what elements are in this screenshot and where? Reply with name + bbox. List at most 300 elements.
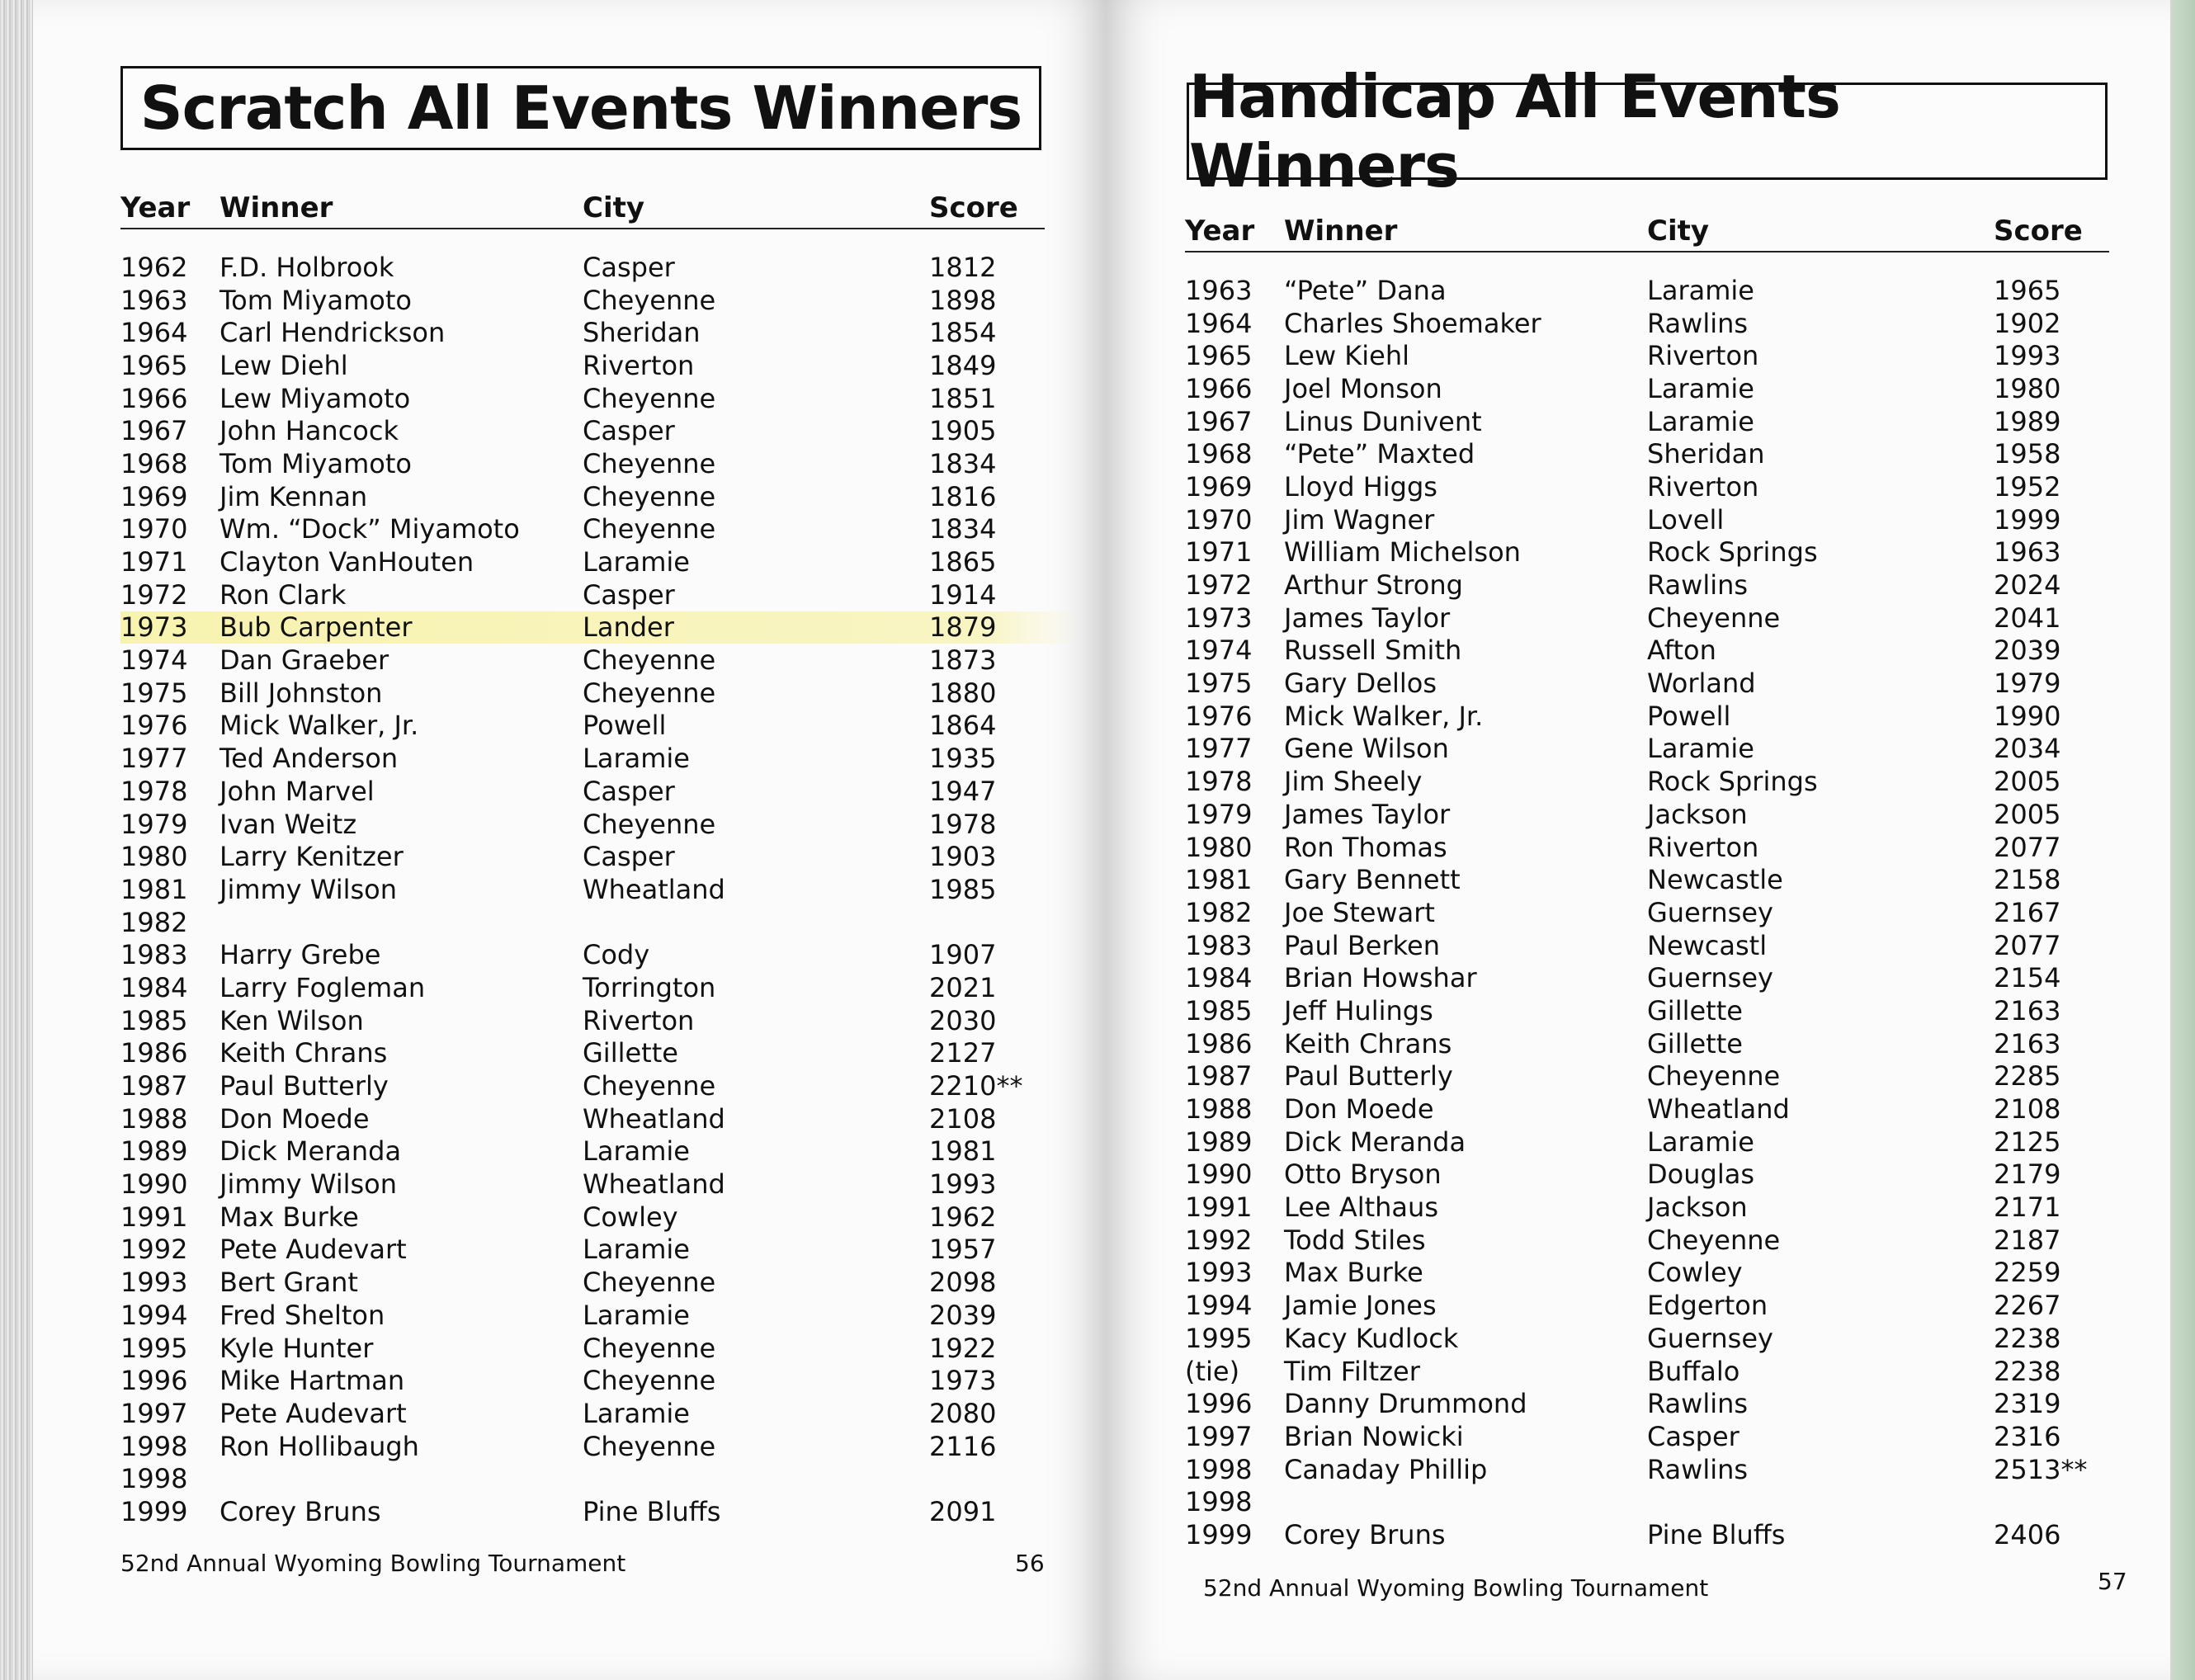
cell-city: Cheyenne	[583, 1430, 716, 1462]
cell-city: Laramie	[1647, 733, 1754, 765]
table-row	[1185, 339, 2142, 372]
cell-year: 1979	[120, 808, 188, 840]
cell-score: 1816	[929, 480, 997, 512]
cell-winner: Jim Wagner	[1284, 503, 1435, 536]
table-row	[120, 1004, 1078, 1037]
cell-city: Laramie	[583, 1234, 690, 1266]
cell-winner: Corey Bruns	[1284, 1518, 1446, 1550]
table-row	[120, 480, 1078, 513]
cell-winner: Lew Miyamoto	[220, 382, 411, 414]
header-score: Score	[929, 191, 1018, 224]
cell-year: 1995	[120, 1332, 188, 1364]
cell-winner: Kyle Hunter	[220, 1332, 374, 1364]
cell-city: Gillette	[583, 1037, 678, 1069]
cell-winner: Ron Hollibaugh	[220, 1430, 419, 1462]
table-row	[120, 1332, 1078, 1365]
table-row	[120, 545, 1078, 578]
table-row	[120, 1397, 1078, 1430]
cell-winner: Bert Grant	[220, 1267, 358, 1299]
cell-year: 1980	[1185, 831, 1253, 863]
table-row	[120, 971, 1078, 1004]
table-row	[120, 906, 1078, 939]
cell-city: Wheatland	[1647, 1093, 1790, 1126]
cell-score: 2167	[1994, 896, 2061, 928]
cell-city: Buffalo	[1647, 1355, 1740, 1387]
table-row	[1185, 994, 2142, 1027]
cell-score: 1902	[1994, 307, 2061, 339]
table-row	[1185, 503, 2142, 536]
cell-score: 1834	[929, 513, 997, 545]
cell-year: 1992	[1185, 1224, 1253, 1256]
cell-score: 1979	[1994, 668, 2061, 700]
cell-year: 1971	[1185, 536, 1253, 569]
cell-winner: Canaday Phillip	[1284, 1453, 1488, 1485]
cell-winner: Carl Hendrickson	[220, 317, 446, 349]
cell-year: (tie)	[1185, 1355, 1240, 1387]
cell-score: 2080	[929, 1397, 997, 1429]
cell-winner: Larry Fogleman	[220, 971, 426, 1003]
cell-city: Rock Springs	[1647, 766, 1818, 798]
cell-city: Wheatland	[583, 1102, 725, 1135]
cell-winner: Jimmy Wilson	[220, 873, 398, 905]
cell-year: 1991	[120, 1201, 188, 1233]
cell-score: 1851	[929, 382, 997, 414]
table-row	[120, 1069, 1078, 1102]
cell-score: 1834	[929, 447, 997, 479]
table-row	[1185, 863, 2142, 896]
cell-city: Cheyenne	[583, 644, 716, 677]
cell-year: 1972	[1185, 569, 1253, 602]
cell-year: 1962	[120, 251, 188, 283]
table-row	[1185, 569, 2142, 602]
cell-year: 1996	[120, 1365, 188, 1397]
cell-city: Casper	[583, 775, 675, 807]
cell-score: 1965	[1994, 274, 2061, 306]
table-row	[120, 1462, 1078, 1495]
cell-winner: Tom Miyamoto	[220, 447, 412, 479]
cell-year: 1976	[120, 710, 188, 742]
cell-year: 1990	[1185, 1159, 1253, 1191]
cell-score: 1907	[929, 939, 997, 971]
cell-city: Laramie	[583, 743, 690, 775]
cell-winner: Gary Dellos	[1284, 668, 1437, 700]
header-city: City	[583, 191, 645, 224]
table-row	[120, 513, 1078, 546]
cell-winner: Jim Kennan	[220, 480, 368, 512]
cell-score: 2039	[929, 1299, 997, 1331]
cell-winner: “Pete” Dana	[1284, 274, 1447, 306]
cell-city: Afton	[1647, 635, 1716, 667]
cell-city: Cheyenne	[583, 808, 716, 840]
cell-score: 2316	[1994, 1420, 2061, 1452]
cell-city: Cheyenne	[583, 1332, 716, 1364]
cell-score: 2108	[1994, 1093, 2061, 1126]
cell-winner: Paul Berken	[1284, 929, 1440, 961]
table-row	[1185, 1420, 2142, 1453]
cell-winner: Lee Althaus	[1284, 1192, 1438, 1224]
cell-city: Cowley	[583, 1201, 678, 1233]
cell-winner: John Marvel	[220, 775, 375, 807]
table-row	[120, 284, 1078, 317]
cell-year: 1995	[1185, 1322, 1253, 1354]
table-row	[1185, 274, 2142, 307]
cell-year: 1982	[120, 906, 188, 938]
cell-score: 2030	[929, 1004, 997, 1036]
page-number: 57	[2098, 1568, 2127, 1595]
table-row	[120, 742, 1078, 775]
cell-winner: Danny Drummond	[1284, 1388, 1527, 1420]
cell-score: 2005	[1994, 798, 2061, 830]
table-row	[120, 414, 1078, 447]
cell-year: 1986	[120, 1037, 188, 1069]
cell-city: Cowley	[1647, 1257, 1743, 1289]
cell-score: 2179	[1994, 1159, 2061, 1191]
cell-winner: Otto Bryson	[1284, 1159, 1442, 1191]
table-row	[120, 1495, 1078, 1528]
cell-winner: “Pete” Maxted	[1284, 438, 1475, 470]
cell-score: 1922	[929, 1332, 997, 1364]
cell-score: 1935	[929, 743, 997, 775]
cell-year: 1969	[1185, 470, 1253, 503]
cell-winner: Harry Grebe	[220, 939, 381, 971]
cell-score: 2259	[1994, 1257, 2061, 1289]
table-row	[1185, 700, 2142, 733]
cell-city: Gillette	[1647, 1027, 1743, 1059]
page-number: 56	[1015, 1550, 1045, 1577]
cell-city: Cheyenne	[1647, 602, 1781, 634]
cell-winner: Don Moede	[1284, 1093, 1434, 1126]
header-rule	[120, 228, 1045, 229]
cell-score: 1849	[929, 349, 997, 381]
cell-city: Riverton	[583, 349, 695, 381]
cell-winner: Ron Clark	[220, 578, 347, 611]
cell-city: Rawlins	[1647, 307, 1749, 339]
table-row	[1185, 1224, 2142, 1257]
cell-city: Cheyenne	[583, 677, 716, 709]
cell-city: Newcastle	[1647, 864, 1783, 896]
table-row	[1185, 602, 2142, 635]
cell-year: 1970	[1185, 503, 1253, 536]
table-row	[120, 808, 1078, 841]
table-row	[120, 1135, 1078, 1168]
cell-score: 1905	[929, 415, 997, 447]
cell-winner: Bill Johnston	[220, 677, 383, 709]
cell-year: 1985	[1185, 994, 1253, 1026]
cell-year: 1998	[1185, 1486, 1253, 1518]
cell-year: 1964	[1185, 307, 1253, 339]
cell-score: 1947	[929, 775, 997, 807]
cell-winner: Pete Audevart	[220, 1234, 407, 1266]
cell-score: 1914	[929, 578, 997, 611]
cell-winner: Tim Filtzer	[1284, 1355, 1420, 1387]
cell-city: Gillette	[1647, 994, 1743, 1026]
cell-winner: Max Burke	[220, 1201, 359, 1233]
cell-winner: Linus Dunivent	[1284, 405, 1482, 437]
cell-city: Laramie	[583, 1397, 690, 1429]
cell-winner: Dan Graeber	[220, 644, 389, 677]
cell-winner: John Hancock	[220, 415, 399, 447]
cell-year: 1975	[1185, 668, 1253, 700]
cell-winner: Arthur Strong	[1284, 569, 1463, 602]
cell-score: 2034	[1994, 733, 2061, 765]
cell-city: Lovell	[1647, 503, 1725, 536]
table-row	[120, 938, 1078, 971]
page-title: Scratch All Events Winners	[120, 66, 1041, 150]
cell-year: 1963	[1185, 274, 1253, 306]
cell-winner: Brian Nowicki	[1284, 1420, 1464, 1452]
table-row	[120, 349, 1078, 382]
cell-score: 1989	[1994, 405, 2061, 437]
cell-year: 1981	[120, 873, 188, 905]
table-row	[1185, 307, 2142, 340]
cell-city: Rock Springs	[1647, 536, 1818, 569]
cell-score: 1962	[929, 1201, 997, 1233]
cell-year: 1989	[1185, 1126, 1253, 1158]
cell-score: 2158	[1994, 864, 2061, 896]
table-row	[1185, 405, 2142, 438]
cell-score: 2098	[929, 1267, 997, 1299]
cell-score: 1854	[929, 317, 997, 349]
cell-year: 1973	[120, 611, 188, 644]
cell-city: Riverton	[1647, 831, 1759, 863]
cell-score: 2513**	[1994, 1453, 2088, 1485]
cell-city: Cheyenne	[583, 513, 716, 545]
cell-year: 1987	[120, 1070, 188, 1102]
cell-city: Cheyenne	[1647, 1060, 1781, 1092]
cell-city: Worland	[1647, 668, 1756, 700]
cell-winner: Mike Hartman	[220, 1365, 405, 1397]
cell-winner: Joe Stewart	[1284, 896, 1435, 928]
table-row	[1185, 1191, 2142, 1224]
cell-winner: Joel Monson	[1284, 372, 1442, 404]
cell-winner: Lew Kiehl	[1284, 340, 1410, 372]
cell-score: 2285	[1994, 1060, 2061, 1092]
table-row	[120, 316, 1078, 349]
cell-year: 1981	[1185, 864, 1253, 896]
cell-winner: Jim Sheely	[1284, 766, 1423, 798]
cell-year: 1998	[1185, 1453, 1253, 1485]
cell-winner: Fred Shelton	[220, 1299, 385, 1331]
cell-year: 1994	[1185, 1290, 1253, 1322]
cell-winner: Dick Meranda	[220, 1135, 402, 1168]
cell-city: Pine Bluffs	[583, 1495, 721, 1527]
cell-score: 1981	[929, 1135, 997, 1168]
cell-winner: Mick Walker, Jr.	[1284, 700, 1484, 732]
table-row	[120, 1234, 1078, 1267]
cell-year: 1964	[120, 317, 188, 349]
cell-year: 1998	[120, 1430, 188, 1462]
cell-year: 1968	[1185, 438, 1253, 470]
right-page	[1106, 0, 2170, 1680]
cell-year: 1965	[1185, 340, 1253, 372]
cell-city: Riverton	[1647, 470, 1759, 503]
table-row	[120, 775, 1078, 808]
cell-city: Laramie	[1647, 1126, 1754, 1158]
cell-winner: Corey Bruns	[220, 1495, 381, 1527]
cell-score: 2077	[1994, 831, 2061, 863]
cell-city: Laramie	[1647, 405, 1754, 437]
cell-score: 1993	[929, 1168, 997, 1201]
cell-year: 1966	[1185, 372, 1253, 404]
cell-year: 1979	[1185, 798, 1253, 830]
cell-score: 1879	[929, 611, 997, 644]
cell-score: 2154	[1994, 962, 2061, 994]
cell-score: 2039	[1994, 635, 2061, 667]
cell-winner: William Michelson	[1284, 536, 1521, 569]
cell-city: Cheyenne	[583, 1267, 716, 1299]
cell-score: 2163	[1994, 1027, 2061, 1059]
cell-winner: Don Moede	[220, 1102, 370, 1135]
cell-city: Cheyenne	[583, 447, 716, 479]
cell-year: 1991	[1185, 1192, 1253, 1224]
cell-winner: Kacy Kudlock	[1284, 1322, 1459, 1354]
cell-city: Casper	[583, 578, 675, 611]
table-row	[1185, 1289, 2142, 1322]
cell-winner: Wm. “Dock” Miyamoto	[220, 513, 520, 545]
cell-year: 1977	[120, 743, 188, 775]
cell-year: 1989	[120, 1135, 188, 1168]
cell-year: 1988	[120, 1102, 188, 1135]
cell-score: 2210**	[929, 1070, 1023, 1102]
table-row	[1185, 1027, 2142, 1060]
table-row	[1185, 1518, 2142, 1551]
cell-score: 1990	[1994, 700, 2061, 732]
cell-score: 2091	[929, 1495, 997, 1527]
cell-city: Casper	[583, 251, 675, 283]
cell-winner: Ron Thomas	[1284, 831, 1447, 863]
cell-year: 1975	[120, 677, 188, 709]
cell-score: 2021	[929, 971, 997, 1003]
table-row	[1185, 470, 2142, 503]
cell-score: 2171	[1994, 1192, 2061, 1224]
cell-score: 1958	[1994, 438, 2061, 470]
cell-city: Guernsey	[1647, 896, 1773, 928]
cell-year: 1990	[120, 1168, 188, 1201]
cell-city: Laramie	[583, 546, 690, 578]
cell-city: Edgerton	[1647, 1290, 1768, 1322]
cell-year: 1983	[120, 939, 188, 971]
cell-city: Casper	[583, 415, 675, 447]
cell-city: Cheyenne	[583, 1365, 716, 1397]
cell-city: Riverton	[1647, 340, 1759, 372]
cell-score: 1973	[929, 1365, 997, 1397]
cell-winner: Larry Kenitzer	[220, 841, 404, 873]
cell-score: 1963	[1994, 536, 2061, 569]
cell-winner: Charles Shoemaker	[1284, 307, 1541, 339]
cell-winner: Jamie Jones	[1284, 1290, 1437, 1322]
cell-year: 1976	[1185, 700, 1253, 732]
cell-winner: Lew Diehl	[220, 349, 348, 381]
cell-city: Cheyenne	[583, 382, 716, 414]
table-row	[1185, 1126, 2142, 1159]
cell-year: 1993	[120, 1267, 188, 1299]
cell-year: 1972	[120, 578, 188, 611]
cell-score: 1985	[929, 873, 997, 905]
header-score: Score	[1994, 215, 2083, 248]
cell-year: 1985	[120, 1004, 188, 1036]
winners-table	[120, 182, 1078, 1528]
table-row	[120, 1201, 1078, 1234]
cell-winner: Jimmy Wilson	[220, 1168, 398, 1201]
cell-score: 2125	[1994, 1126, 2061, 1158]
table-row	[1185, 1387, 2142, 1420]
cell-score: 1865	[929, 546, 997, 578]
table-row	[1185, 1159, 2142, 1192]
cell-score: 2187	[1994, 1224, 2061, 1256]
table-body	[120, 251, 1078, 1528]
cell-winner: Bub Carpenter	[220, 611, 413, 644]
winners-table	[1185, 205, 2142, 1551]
cell-winner: Lloyd Higgs	[1284, 470, 1437, 503]
table-row	[120, 644, 1078, 677]
table-row	[120, 1364, 1078, 1397]
cell-score: 2108	[929, 1102, 997, 1135]
cell-city: Cheyenne	[583, 480, 716, 512]
table-row	[1185, 961, 2142, 994]
cell-city: Guernsey	[1647, 1322, 1773, 1354]
cell-year: 1983	[1185, 929, 1253, 961]
cell-city: Casper	[583, 841, 675, 873]
cell-year: 1971	[120, 546, 188, 578]
header-winner: Winner	[1284, 215, 1398, 248]
table-row	[1185, 667, 2142, 700]
cell-year: 1987	[1185, 1060, 1253, 1092]
cell-score: 1978	[929, 808, 997, 840]
cell-city: Jackson	[1647, 798, 1748, 830]
cell-winner: James Taylor	[1284, 798, 1451, 830]
cell-score: 1957	[929, 1234, 997, 1266]
cell-winner: Ivan Weitz	[220, 808, 357, 840]
cell-year: 1967	[120, 415, 188, 447]
cell-year: 1986	[1185, 1027, 1253, 1059]
table-row	[1185, 798, 2142, 831]
cell-winner: Gene Wilson	[1284, 733, 1449, 765]
cell-score: 2041	[1994, 602, 2061, 634]
cell-winner: Keith Chrans	[1284, 1027, 1452, 1059]
table-row	[120, 1102, 1078, 1135]
header-winner: Winner	[220, 191, 333, 224]
cell-winner: Max Burke	[1284, 1257, 1423, 1289]
table-row	[1185, 929, 2142, 962]
cell-score: 1880	[929, 677, 997, 709]
cell-city: Casper	[1647, 1420, 1739, 1452]
cell-city: Laramie	[583, 1135, 690, 1168]
table-row	[120, 611, 1078, 644]
cell-city: Rawlins	[1647, 1453, 1749, 1485]
cell-year: 1966	[120, 382, 188, 414]
cell-score: 2163	[1994, 994, 2061, 1026]
cell-year: 1977	[1185, 733, 1253, 765]
cell-year: 1992	[120, 1234, 188, 1266]
cell-year: 1973	[1185, 602, 1253, 634]
table-row	[120, 1266, 1078, 1299]
cell-score: 1898	[929, 284, 997, 316]
table-row	[1185, 765, 2142, 798]
cell-city: Riverton	[583, 1004, 695, 1036]
table-header	[1185, 205, 2142, 251]
table-row	[120, 677, 1078, 710]
left-page	[33, 0, 1106, 1680]
cell-year: 1969	[120, 480, 188, 512]
cell-city: Sheridan	[583, 317, 701, 349]
table-row	[1185, 1322, 2142, 1355]
cell-city: Douglas	[1647, 1159, 1754, 1191]
cell-score: 2127	[929, 1037, 997, 1069]
table-row	[1185, 536, 2142, 569]
cell-winner: F.D. Holbrook	[220, 251, 394, 283]
header-city: City	[1647, 215, 1710, 248]
cell-year: 1999	[1185, 1518, 1253, 1550]
